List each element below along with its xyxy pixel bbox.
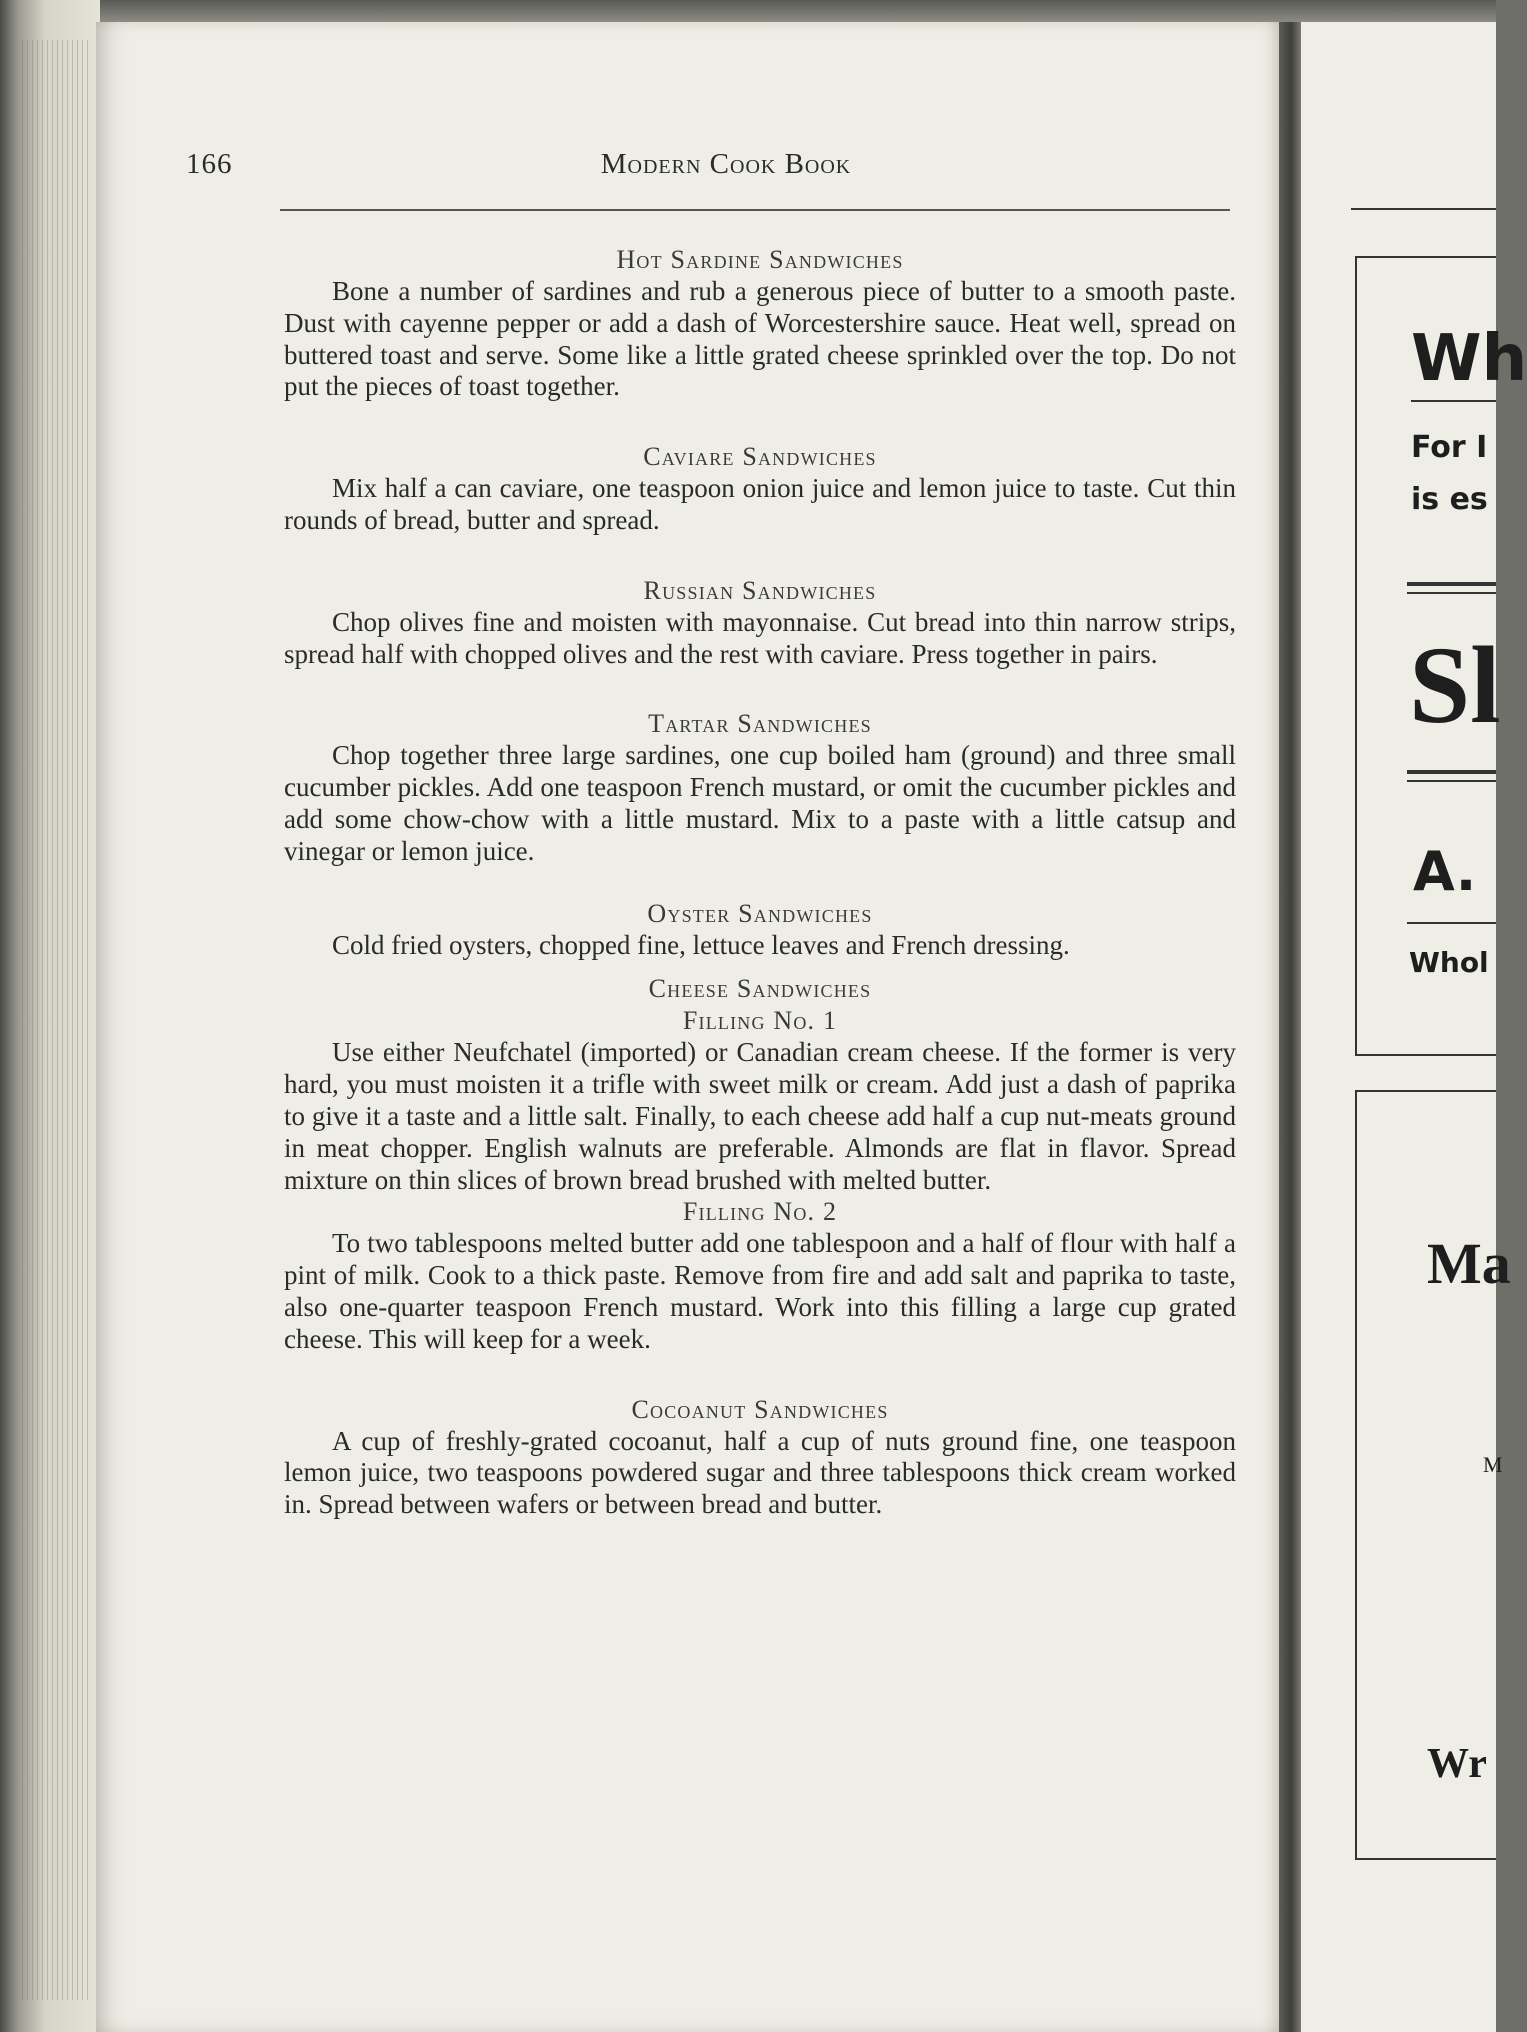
recipe-cocoanut-sandwiches (284, 1394, 1236, 1521)
recipe-tartar-sandwiches (284, 708, 1236, 867)
ad-double-rule (1407, 780, 1496, 782)
recipe-title: Tartar Sandwiches (648, 709, 872, 739)
recipe-body: Chop olives fine and moisten with mayonnaise. Cut bread into thin narrow strips, spread half with chopped olives and the rest with caviare. Press together in pairs. (284, 606, 1236, 669)
filling-1-body: Use either Neufchatel (imported) or Canadian cream cheese. If the former is very hard, you must moisten it a trifle with sweet milk or cream. Add just a dash of paprika to give it a taste and a little salt. Finally, to each cheese add half a cup nut-meats ground in meat chopper. English walnuts are preferable. Almonds are flat in flavor. Spread mixture on thin slices of brown bread brushed with melted butter. (284, 1037, 1236, 1195)
ad-border-bottom (1355, 1054, 1496, 1056)
book-gutter (1279, 22, 1301, 2032)
recipe-oyster-sandwiches (284, 898, 1236, 962)
page-content (284, 244, 1236, 1521)
ad-double-rule (1407, 770, 1496, 774)
ad-fragment: For I (1411, 430, 1488, 465)
recipe-body: Bone a number of sardines and rub a generous piece of butter to a smooth paste. Dust with cayenne pepper or add a dash of Worcestershire sauce. Heat well, spread on buttered toast and serve. Some like a little grated cheese sprinkled over the top. Do not put the pieces of toast together. (284, 276, 1236, 402)
recipe-title: Russian Sandwiches (643, 575, 877, 605)
recipe-title: Hot Sardine Sandwiches (616, 245, 904, 274)
ad-border-left (1355, 1090, 1357, 1860)
filling-2-title: Filling No. 2 (682, 1197, 838, 1227)
recipe-caviare-sandwiches (284, 441, 1236, 537)
recipe-body: Cold fried oysters, chopped fine, lettuce leaves and French dressing. (332, 929, 1070, 960)
book-title: Modern Cook Book (600, 148, 852, 180)
ad-fragment: Ma (1427, 1231, 1511, 1296)
recipe-russian-sandwiches (284, 575, 1236, 671)
recipe-hot-sardine-sandwiches (284, 244, 1236, 403)
scan-top-border (0, 0, 1496, 22)
right-page-advertisement (1301, 22, 1527, 2032)
ad-rule (1411, 400, 1496, 402)
recipe-body: Mix half a can caviare, one teaspoon onion juice and lemon juice to taste. Cut thin rounds of bread, butter and spread. (284, 473, 1236, 535)
page-edge-lines (22, 40, 92, 2000)
page-number: 166 (186, 148, 233, 180)
recipe-body: Chop together three large sardines, one cup boiled ham (ground) and three small cucumber pickles. Add one teaspoon French mustard, or omit the cucumber pickles and add some chow-chow with a little mustard. Mix to a paste with a little catsup and vinegar or lemon juice. (284, 740, 1236, 866)
ad-fragment: A. (1413, 840, 1477, 903)
ad-fragment: is es (1411, 482, 1488, 517)
ad-fragment: Wr (1427, 1741, 1487, 1787)
recipe-title: Cocoanut Sandwiches (631, 1394, 889, 1424)
book-page-edges (0, 0, 100, 2032)
ad-border-left (1355, 256, 1357, 1056)
ad-rule (1351, 208, 1496, 210)
recipe-body: A cup of freshly-grated cocoanut, half a cup of nuts ground fine, one teaspoon lemon juice, two teaspoons powdered sugar and three tablespoons thick cream worked in. Spread between wafers or between bread and butter. (284, 1425, 1236, 1520)
recipe-title: Cheese Sandwiches (648, 974, 872, 1004)
filling-2-body: To two tablespoons melted butter add one tablespoon and a half of flour with half a pint of milk. Cook to a thick paste. Remove from fire and add salt and paprika to taste, also one-quarter teaspoon French mustard. Work into this filling a large cup grated cheese. This will keep for a week. (284, 1228, 1236, 1354)
ad-border-bottom (1355, 1858, 1496, 1860)
recipe-title: Caviare Sandwiches (643, 442, 877, 472)
ad-fragment: Wh (1411, 322, 1527, 396)
ad-double-rule (1407, 592, 1496, 594)
header-rule (280, 209, 1230, 211)
recipe-title: Oyster Sandwiches (647, 898, 873, 928)
filling-1-title: Filling No. 1 (682, 1006, 838, 1036)
ad-fragment: Whol (1409, 946, 1489, 979)
ad-border-top (1355, 1090, 1496, 1092)
ad-rule (1407, 922, 1496, 924)
ad-double-rule (1407, 582, 1496, 586)
ad-fragment: Sl (1409, 624, 1501, 746)
running-head (186, 148, 1226, 188)
ad-fragment: M (1483, 1452, 1503, 1477)
ad-border-top (1355, 256, 1496, 258)
recipe-cheese-sandwiches (284, 973, 1236, 1355)
